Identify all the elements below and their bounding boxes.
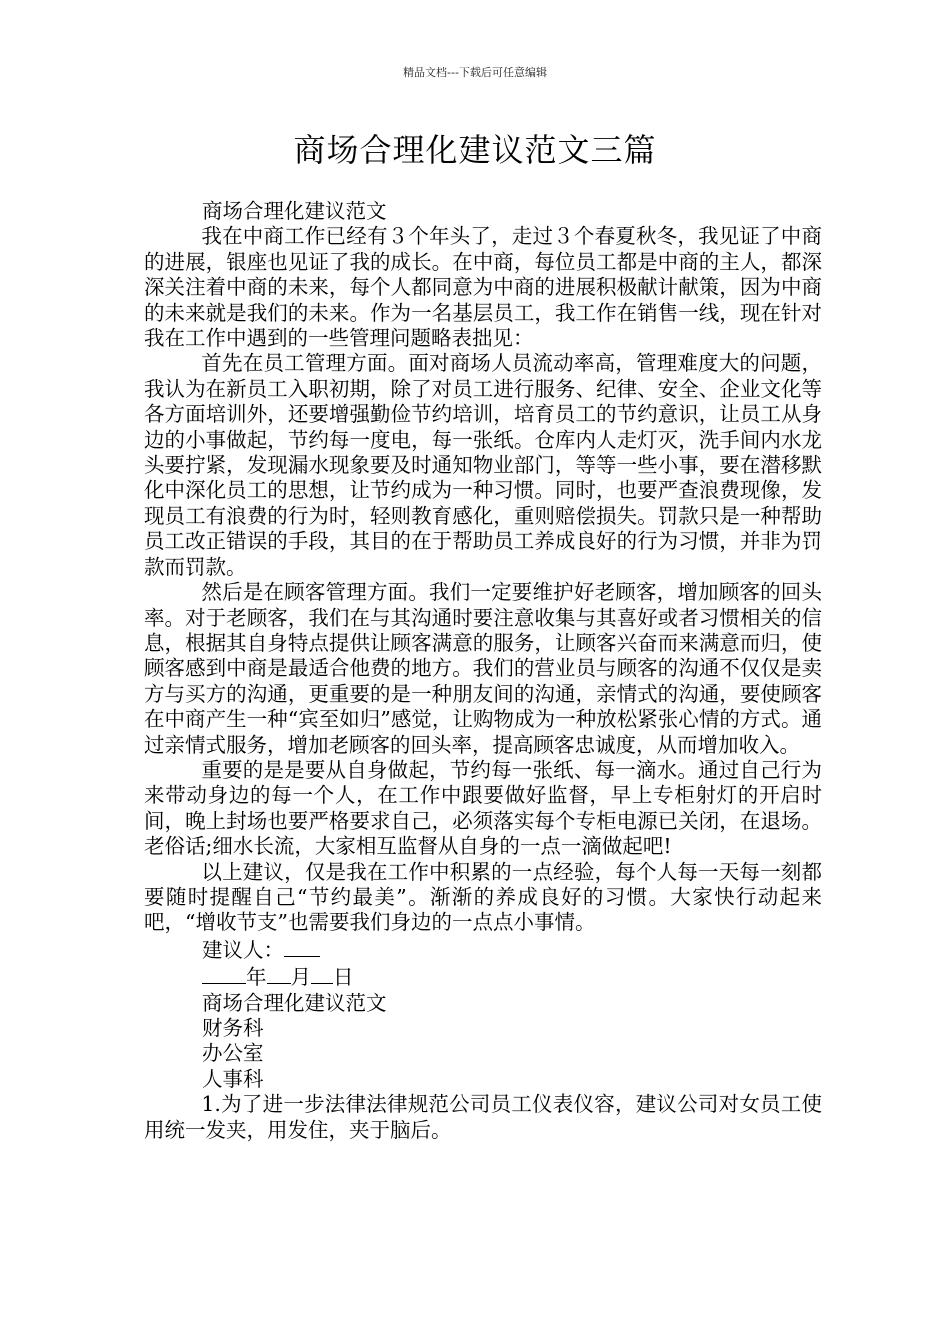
document-title: 商场合理化建议范文三篇	[293, 131, 657, 169]
year-blank	[202, 963, 246, 984]
month-blank	[267, 963, 291, 984]
day-blank	[311, 963, 333, 984]
signature-line	[144, 936, 822, 963]
document-body	[144, 199, 822, 1143]
suggestion-item-1: 1.为了进一步法律法律规范公司员工仪表仪容，建议公司对女员工使用统一发夹，用发住，夹于脑后。	[144, 1092, 822, 1142]
paragraph-conclusion: 以上建议，仅是我在工作中积累的一点经验，每个人每一天每一刻都要随时提醒自己“节约最美”。渐渐的养成良好的习惯。大家快行动起来吧，“增收节支”也需要我们身边的一点点小事情。	[144, 859, 822, 935]
recipient-finance: 财务科	[202, 1016, 264, 1040]
date-year-label: 年	[246, 965, 267, 990]
page-header-note: 精品文档---下载后可任意编辑	[403, 66, 547, 79]
paragraph-self-discipline: 重要的是是要从自身做起，节约每一张纸、每一滴水。通过自己行为来带动身边的每一个人，在工作中跟要做好监督，早上专柜射灯的开启时间，晚上封场也要严格要求自己，必须落实每个专柜电源已关闭，在退场。老俗话;细水长流，大家相互监督从自身的一点一滴做起吧!	[144, 757, 822, 859]
section-heading: 商场合理化建议范文	[202, 199, 387, 223]
paragraph-customer-management: 然后是在顾客管理方面。我们一定要维护好老顾客，增加顾客的回头率。对于老顾客，我们在与其沟通时要注意收集与其喜好或者习惯相关的信息，根据其自身特点提供让顾客满意的服务，让顾客兴奋而来满意而归，使顾客感到中商是最适合他费的地方。我们的营业员与顾客的沟通不仅仅是卖方与买方的沟通，更重要的是一种朋友间的沟通，亲情式的沟通，要使顾客在中商产生一种“宾至如归”感觉，让购物成为一种放松紧张心情的方式。通过亲情式服务，增加老顾客的回头率，提高顾客忠诚度，从而增加收入。	[144, 580, 822, 757]
paragraph-intro: 我在中商工作已经有３个年头了，走过３个春夏秋冬，我见证了中商的进展，银座也见证了我的成长。在中商，每位员工都是中商的主人，都深深关注着中商的未来，每个人都同意为中商的进展积极献计献策，因为中商的未来就是我们的未来。作为一名基层员工，我工作在销售一线，现在针对我在工作中遇到的一些管理问题略表拙见：	[144, 224, 822, 351]
recipient-hr: 人事科	[202, 1066, 264, 1091]
section-heading-2: 商场合理化建议范文	[202, 990, 387, 1015]
paragraph-staff-management: 首先在员工管理方面。面对商场人员流动率高，管理难度大的问题，我认为在新员工入职初期，除了对员工进行服务、纪律、安全、企业文化等各方面培训外，还要增强勤俭节约培训，培育员工的节约意识，让员工从身边的小事做起，节约每一度电，每一张纸。仓库内人走灯灭，洗手间内水龙头要拧紧，发现漏水现象要及时通知物业部门，等等一些小事，要在潜移默化中深化员工的思想，让节约成为一种习惯。同时，也要严查浪费现像，发现员工有浪费的行为时，轻则教育感化，重则赔偿损失。罚款只是一种帮助员工改正错误的手段，其目的在于帮助员工养成良好的行为习惯，并非为罚款而罚款。	[144, 351, 822, 579]
date-line	[144, 963, 822, 990]
date-day-label: 日	[333, 965, 354, 990]
signature-blank	[284, 936, 320, 957]
recipient-office: 办公室	[202, 1041, 264, 1066]
date-month-label: 月	[290, 965, 311, 990]
signature-label: 建议人：	[202, 937, 284, 962]
